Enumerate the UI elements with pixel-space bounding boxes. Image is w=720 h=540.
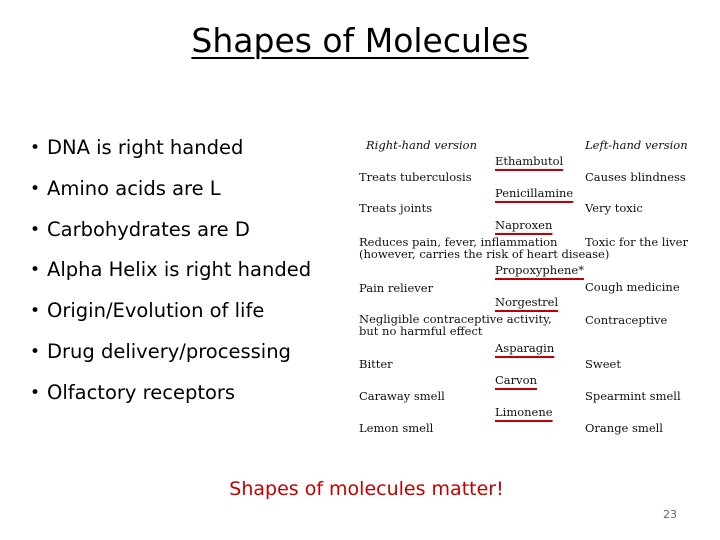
left-hand-effect: Cough medicine: [585, 280, 680, 294]
drug-name: Ethambutol: [495, 154, 564, 168]
right-hand-effect: Lemon smell: [359, 421, 434, 435]
bullet-text: Alpha Helix is right handed: [47, 258, 312, 282]
bullet-dot: •: [30, 260, 41, 281]
bullet-dot: •: [30, 138, 41, 158]
right-hand-effect: Caraway smell: [359, 389, 445, 403]
left-hand-effect: Sweet: [585, 357, 621, 371]
right-hand-effect: Negligible contraceptive activity,: [359, 312, 552, 326]
drug-name: Naproxen: [495, 218, 553, 232]
drug-name: Propoxyphene*: [495, 263, 584, 277]
bullet-text: DNA is right handed: [47, 136, 244, 159]
bullet-dot: •: [30, 219, 41, 240]
bullet-text: Amino acids are L: [47, 176, 221, 200]
bullet-text: Drug delivery/processing: [47, 339, 291, 363]
bullet-dot: •: [30, 301, 41, 322]
drug-name: Carvon: [495, 373, 537, 387]
bullet-dot: •: [30, 341, 41, 362]
drug-name: Penicillamine: [495, 186, 574, 200]
left-hand-effect: Toxic for the liver: [585, 235, 688, 249]
right-hand-effect: Treats joints: [359, 201, 433, 215]
right-hand-effect: Treats tuberculosis: [359, 170, 472, 184]
bullet-text: Origin/Evolution of life: [47, 299, 265, 323]
left-hand-effect: Very toxic: [585, 201, 643, 215]
bullet-dot: •: [30, 382, 41, 403]
drug-name: Asparagin: [495, 341, 555, 355]
right-hand-header: Right-hand version: [366, 138, 478, 152]
bullet-text: Carbohydrates are D: [47, 217, 250, 241]
bullet-dot: •: [30, 178, 41, 199]
left-hand-header: Left-hand version: [585, 138, 688, 152]
left-hand-effect: Orange smell: [585, 421, 663, 435]
bullet-text: Olfactory receptors: [47, 380, 236, 404]
left-hand-effect: Spearmint smell: [585, 389, 681, 403]
conclusion-text: Shapes of molecules matter!: [229, 478, 504, 500]
page-number: 23: [663, 508, 677, 521]
right-hand-effect: Reduces pain, fever, inflammation: [359, 235, 558, 249]
left-hand-effect: Causes blindness: [585, 170, 686, 184]
drug-name: Limonene: [495, 405, 553, 419]
right-hand-effect: Pain reliever: [359, 281, 434, 295]
left-hand-effect: Contraceptive: [585, 313, 668, 327]
right-hand-effect: Bitter: [359, 357, 393, 371]
drug-name: Norgestrel: [495, 295, 559, 309]
right-hand-effect-note: (however, carries the risk of heart disease): [359, 247, 610, 261]
slide-title: Shapes of Molecules: [191, 21, 529, 60]
right-hand-effect-note: but no harmful effect: [359, 324, 483, 338]
